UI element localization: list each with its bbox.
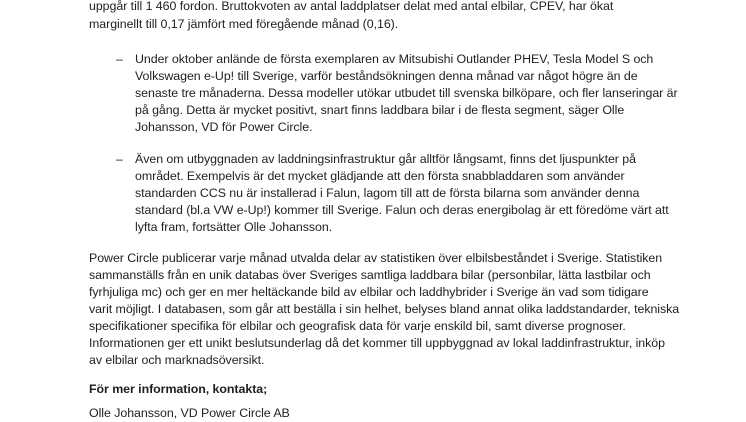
bullet-line: standard (bl.a VW e-Up!) kommer till Sverige. Falun och deras energibolag är ett föredöme värt att: [135, 203, 669, 217]
about-line: varit möjligt. I databasen, som går att beställa i sin helhet, belyses bland annat olika laddstandarder, tekniska: [89, 302, 680, 316]
bullet-line: standarden CCS nu är installerad i Falun, lagom till att de första bilarna som använder denna: [135, 186, 640, 200]
about-line: fyrhjuliga mc) och ger en mer heltäckande bild av elbilar och laddhybrider i Sverige än vad som tidigare: [89, 285, 649, 299]
bullet-line: Under oktober anlände de första exemplaren av Mitsubishi Outlander PHEV, Tesla Model S och: [135, 52, 654, 66]
bullet-dash: –: [116, 152, 123, 166]
about-line: Power Circle publicerar varje månad utvalda delar av statistiken över elbilsbeståndet i Sverige. Statistiken: [89, 251, 663, 265]
intro-line: uppgår till 1 460 fordon. Bruttokvoten av antal laddplatser delat med antal elbilar, CPEV, har ökat: [89, 0, 614, 13]
bullet-line: Även om utbyggnaden av laddningsinfrastruktur går alltför långsamt, finns det ljuspunkter på: [135, 152, 636, 166]
about-line: av elbilar och marknadsöversikt.: [89, 353, 265, 367]
bullet-dash: –: [116, 52, 123, 66]
about-line: sammanställs från en unik databas över Sveriges samtliga laddbara bilar (personbilar, lätta lastbilar och: [89, 268, 651, 282]
bullet-line: senaste tre månaderna. Dessa modeller utökar utbudet till svenska bilköpare, och fler lanseringar är: [135, 86, 678, 100]
intro-line: marginellt till 0,17 jämfört med föregående månad (0,16).: [89, 17, 399, 31]
contact-name: Olle Johansson, VD Power Circle AB: [89, 406, 290, 420]
bullet-line: lyfta fram, fortsätter Olle Johansson.: [135, 220, 333, 234]
about-line: specifikationer specifika för elbilar och geografisk data för varje enskild bil, samt diverse prognoser.: [89, 319, 626, 333]
bullet-line: på gång. Detta är mycket positivt, snart finns laddbara bilar i de flesta segment, säger Olle: [135, 103, 625, 117]
bullet-line: området. Exempelvis är det mycket glädjande att den första snabbladdaren som använder: [135, 169, 625, 183]
about-line: Informationen ger ett unikt beslutsunderlag då det kommer till uppbyggnad av lokal laddinfrastruktur, inköp: [89, 336, 665, 350]
bullet-line: Volkswagen e-Up! till Sverige, varför beståndsökningen denna månad var något högre än de: [135, 69, 638, 83]
bullet-line: Johansson, VD för Power Circle.: [135, 120, 313, 134]
contact-heading: För mer information, kontakta;: [89, 382, 268, 396]
